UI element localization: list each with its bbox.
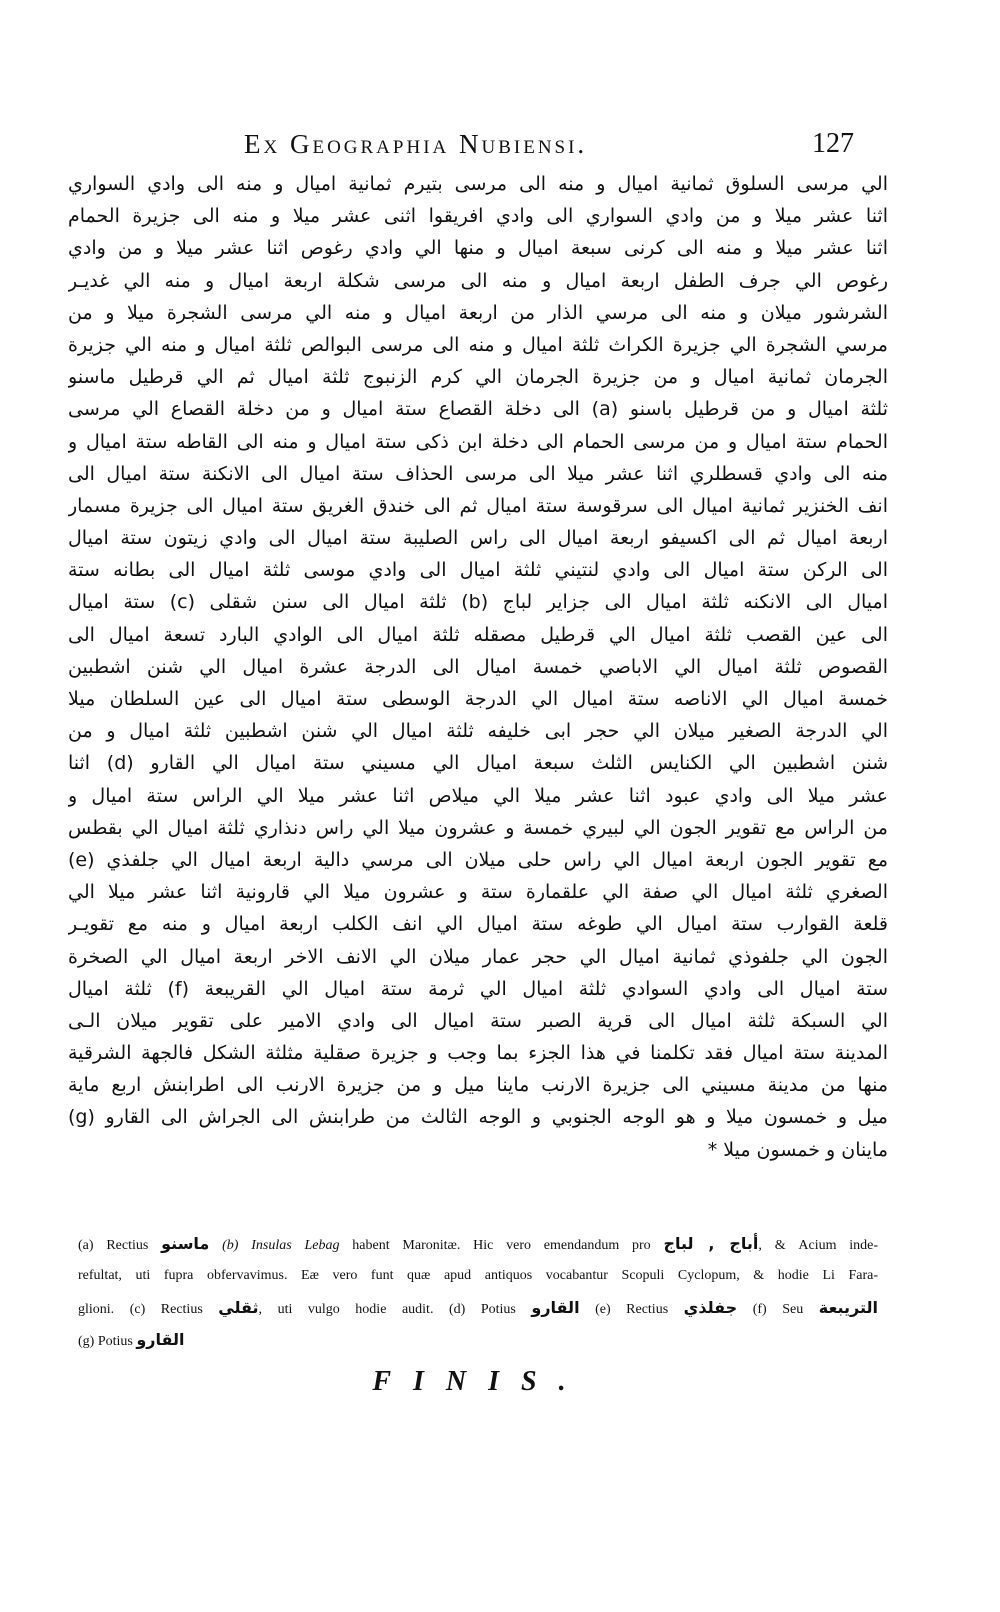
text-line: رغوص الي جرف الطفل اربعة اميال و منه الى مرسى شكلة اربعة اميال و منه الي غديـر xyxy=(68,269,888,292)
text-line: اثنا عشر ميلا و من وادي السواري الى وادي افريقوا اثنى عشر ميلا و منه الى جزيرة الحمام xyxy=(68,205,888,228)
footnote-g-arabic: القارو xyxy=(136,1330,185,1349)
text-line: الى الركن ستة اميال الى وادي لنتيني ثلثة اميال الى وادي موسى ثلثة اميال الى بطانه ستة xyxy=(68,559,888,582)
text-line: قلعة القوارب ستة اميال الي طوغه ستة اميال الي انف الكلب اربعة اميال و منه مع تقويـر xyxy=(68,913,888,936)
footnote-d-label: (d) Potius xyxy=(448,1302,516,1317)
text-line: الي السبكة ثلثة اميال الى قرية الصبر ستة اميال الى وادي الامير على تقوير ميلان الـى xyxy=(68,1009,888,1032)
text-line: مع تقوير الجون اربعة اميال الي راس حلى ميلان الى مرسي دالية اربعة اميال الي جلفذي (e) xyxy=(68,848,888,871)
footnote-b-tail: , & Acium inde- xyxy=(758,1238,878,1253)
footnotes xyxy=(78,1228,878,1356)
footnote-line xyxy=(78,1228,878,1260)
footnote-line xyxy=(78,1292,878,1324)
footnote-a-arabic: ماسنو xyxy=(161,1234,210,1253)
text-line: ثلثة اميال و من قرطيل باسنو (a) الى دخلة القصاع ستة اميال و من دخلة القصاع الي مرسى xyxy=(68,398,888,421)
text-line: اثنا عشر ميلا و منه الى كرنى سبعة اميال و منها الي وادي رغوص اثنا عشر ميلا و من وادي xyxy=(68,237,888,260)
footnote-b-arabic: أباج , لباج xyxy=(663,1234,759,1253)
footnote-f-label: (f) Seu xyxy=(752,1302,804,1317)
text-line: ماينان و خمسون ميلا * xyxy=(707,1138,888,1161)
text-line: عشر ميلا الى وادي عبود اثنا عشر ميلا الي ميلاص اثنا عشر ميلا الي الراس ستة اميال و xyxy=(68,784,888,807)
text-line: القصوص ثلثة اميال الي الاباصي خمسة اميال الى الدرجة عشرة اميال الي شنن اشطبين xyxy=(68,655,888,678)
arabic-body-text xyxy=(68,168,888,1166)
footnote-line: refultat, uti fupra obfervavimus. Eæ vero funt quæ apud antiquos vocabantur Scopuli Cyclopum, & hodie Li Fara- xyxy=(78,1268,878,1283)
text-line: انف الخنزير ثمانية اميال الى سرقوسة ستة اميال ثم الى خندق الغريق ستة اميال الى جزيرة مسمار xyxy=(68,494,888,517)
text-line: المدينة ستة اميال فقد تكلمنا في هذا الجزء بما وجب و جزيرة صقلية مثلثة الشكل فالجهة الشرقية xyxy=(68,1042,888,1065)
text-line: الي الدرجة الصغير ميلان الي حجر ابى خليفه ثلثة اميال الي شنن اشطبين ثلثة اميال و من xyxy=(68,720,888,743)
finis-closing: FINIS. xyxy=(372,1366,588,1397)
footnote-c-prefix: glioni. xyxy=(78,1302,115,1317)
footnote-line xyxy=(78,1324,878,1356)
text-line: الجرمان ثمانية اميال و من جزيرة الجرمان الي كرم الزنبوج ثلثة اميال ثم الي قرطيل ماسنو xyxy=(68,366,888,389)
footnote-c-arabic: ثقلي xyxy=(218,1298,259,1317)
text-line: من الراس مع تقوير الجون الي لبيري خمسة و عشرون ميلا الي راس دنذاري ثلثة اميال الي بقطس xyxy=(68,816,888,839)
footnote-c-text: , uti vulgo hodie audit. xyxy=(258,1302,434,1317)
text-line: شنن اشطبين الي الكنايس الثلث سبعة اميال الي مسيني ستة اميال الي القارو (d) اثنا xyxy=(68,752,888,775)
text-line: منها من مدينة مسيني الى جزيرة الارنب ماينا ميل و من جزيرة الارنب الى اطرابنش اربع ماية xyxy=(68,1074,888,1097)
footnote-e-arabic: جفلذي xyxy=(683,1298,738,1317)
text-line: ميل و خمسون ميلا و هو الوجه الجنوبي و الوجه الثالث من طرابنش الى الجراش الى القارو (g) xyxy=(68,1106,888,1129)
text-line: منه الى وادي قسطلري اثنا عشر ميلا الى مرسى الحذاف ستة اميال الى الانكنة ستة اميال الى xyxy=(68,462,888,485)
text-line: الصغري ثلثة اميال الي صفة الي علقمارة ستة و عشرون ميلا الي قارونية اثنا عشر ميلا الي xyxy=(68,881,888,904)
footnote-d-arabic: القارو xyxy=(531,1298,580,1317)
text-line: اميال الى الانكنه ثلثة اميال الى جزاير لباج (b) ثلثة اميال الى سنن شقلى (c) ستة اميال xyxy=(68,591,888,614)
text-line: مرسي الشجرة الي جزيرة الكراث ثلثة اميال و منه الى مرسى البوالص ثلثة اميال و منه الي جزيرة xyxy=(68,333,888,356)
footnote-a-label: (a) Rectius xyxy=(78,1238,149,1253)
footnote-e-label: (e) Rectius xyxy=(595,1302,669,1317)
footnote-b-label: (b) Insulas Lebag xyxy=(222,1238,340,1253)
running-title: Ex Geographia Nubiensi. xyxy=(244,129,588,159)
text-line: الى عين القصب ثلثة اميال الي قرطيل مصقله ثلثة اميال الى الوادي البارد تسعة اميال الى xyxy=(68,623,888,646)
text-line: الي مرسى السلوق ثمانية اميال و منه الى مرسى بتيرم ثمانية اميال و منه الى وادي السواري xyxy=(68,173,888,195)
text-line: الشرشور ميلان و منه الى مرسي الذار من اربعة اميال و منه الي مرسى الشجرة ميلا و من xyxy=(68,301,888,324)
footnote-f-arabic: التريبعة xyxy=(818,1298,878,1317)
text-line: الحمام ستة اميال و من مرسى الحمام الى دخلة ابن ذكى ستة اميال و منه الى القاطه ستة اميال و xyxy=(68,430,888,453)
page-number: 127 xyxy=(812,128,854,159)
footnote-g-label: (g) Potius xyxy=(78,1334,133,1349)
text-line: خمسة اميال الي الاناصه ستة اميال الي الدرجة الوسطى ستة اميال الى عين السلطان ميلا xyxy=(68,688,888,710)
text-line: اربعة اميال ثم الى اكسيفو اربعة اميال الى راس الصليبة ستة اميال الى وادي زيتون ستة اميال xyxy=(68,527,888,550)
footnote-c-label: (c) Rectius xyxy=(129,1302,203,1317)
footnote-b-text: habent Maronitæ. Hic vero emendandum pro xyxy=(352,1238,651,1253)
text-line: الجون الي جلفوذي ثمانية اميال الي حجر عمار ميلان الي الانف الاخر اربعة اميال الي الصخرة xyxy=(68,945,888,968)
text-line: ستة اميال الى وادي السوادي ثلثة اميال الي ثرمة ستة اميال الي القريبعة (f) ثلثة اميال xyxy=(68,977,888,1000)
